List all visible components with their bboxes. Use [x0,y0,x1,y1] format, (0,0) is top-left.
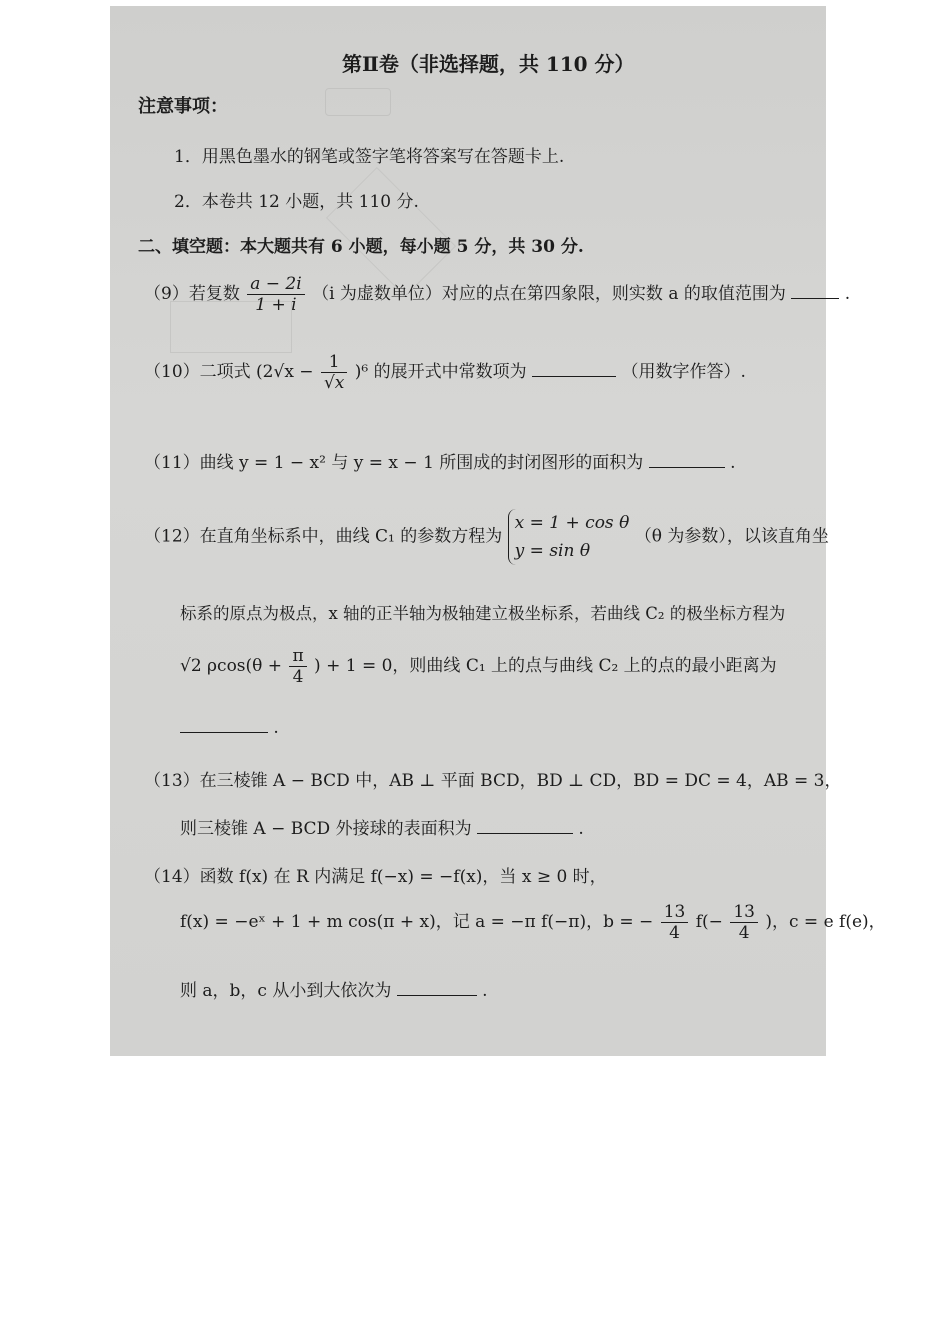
q10-fraction-denominator: √x [323,373,345,393]
q14-line2-mid: f(− [695,912,723,932]
q9-suffix: （i 为虚数单位）对应的点在第四象限，则实数 a 的取值范围为 [312,284,786,304]
q14-line3-text: 则 a，b，c 从小到大依次为 [180,981,392,1001]
q9-prefix: （9）若复数 [144,284,240,304]
q14-fraction-2 [730,902,758,943]
q14-fraction-1-denominator: 4 [669,923,680,943]
note-item: 2．本卷共 12 小题，共 110 分. [174,192,419,212]
question-12-answer-line [180,718,279,738]
question-12 [144,509,829,565]
bleed-through-mark [325,88,391,116]
question-13-line-1: （13）在三棱锥 A − BCD 中，AB ⊥ 平面 BCD，BD ⊥ CD，BD = DC = 4，AB = 3， [144,771,842,791]
q10-answer-blank[interactable] [532,375,616,377]
notes-heading: 注意事项： [138,96,228,117]
q12-fraction-numerator: π [289,646,306,667]
q12-system-line-2: y = sin θ [514,541,591,561]
q12-fraction [289,646,306,687]
q12-suffix: （θ 为参数），以该直角坐 [634,526,829,547]
q14-line2-prefix: f(x) = −eˣ + 1 + m cos(π + x)，记 a = −π f(−π)，b = − [180,912,654,932]
q12-line3-suffix: ) + 1 = 0，则曲线 C₁ 上的点与曲线 C₂ 上的点的最小距离为 [314,656,777,676]
q10-prefix: （10）二项式 (2√x − [144,362,314,382]
q9-end: . [844,284,851,304]
question-13-line-2 [180,814,584,839]
q12-line3-prefix: √2 ρcos(θ + [180,656,283,676]
question-14-line-2 [180,902,886,943]
q12-answer-blank[interactable] [180,731,268,733]
q12-parametric-system [508,509,630,565]
scanned-page-photo [110,6,886,1056]
q14-fraction-2-numerator: 13 [730,902,758,923]
q10-suffix: 的展开式中常数项为 [373,362,527,382]
q12-system-line-1: x = 1 + cos θ [514,513,630,533]
question-11 [144,448,736,473]
question-12-line-2: 标系的原点为极点，x 轴的正半轴为极轴建立极坐标系，若曲线 C₂ 的极坐标方程为 [180,604,786,623]
q12-prefix: （12）在直角坐标系中，曲线 C₁ 的参数方程为 [144,526,503,547]
q14-fraction-1 [661,902,689,943]
question-12-line-3 [180,646,777,687]
q10-fraction-numerator: 1 [321,352,347,373]
q14-answer-blank[interactable] [397,994,477,996]
q9-answer-blank[interactable] [791,297,839,299]
q10-exponent: )⁶ [354,362,369,382]
q9-fraction [247,274,304,315]
question-9 [144,274,850,315]
question-10 [144,352,746,393]
q12-fraction-denominator: 4 [292,667,304,687]
q9-fraction-numerator: a − 2i [247,274,304,295]
section-title: 第Ⅱ卷（非选择题，共 110 分） [342,52,635,76]
q13-end: . [578,819,584,839]
q10-fraction [321,352,347,393]
question-14-line-1: （14）函数 f(x) 在 R 内满足 f(−x) = −f(x)，当 x ≥ 0 时， [144,867,607,887]
q14-line2-suffix: )，c = e f(e)， [765,912,886,932]
q11-end: . [730,453,736,473]
question-14-line-3 [180,976,488,1001]
q11-text: （11）曲线 y = 1 − x² 与 y = x − 1 所围成的封闭图形的面积为 [144,453,644,473]
fill-blank-section-heading: 二、填空题：本大题共有 6 小题，每小题 5 分，共 30 分. [138,237,584,257]
q13-answer-blank[interactable] [477,832,573,834]
q14-end: . [482,981,488,1001]
q13-line2-text: 则三棱锥 A − BCD 外接球的表面积为 [180,819,472,839]
q14-fraction-1-numerator: 13 [661,902,689,923]
q14-fraction-2-denominator: 4 [738,923,750,943]
q11-answer-blank[interactable] [649,466,725,468]
q12-end: . [273,718,279,738]
note-item: 1．用黑色墨水的钢笔或签字笔将答案写在答题卡上. [174,147,565,167]
q10-end: （用数字作答）. [621,362,746,382]
q9-fraction-denominator: 1 + i [255,295,297,315]
